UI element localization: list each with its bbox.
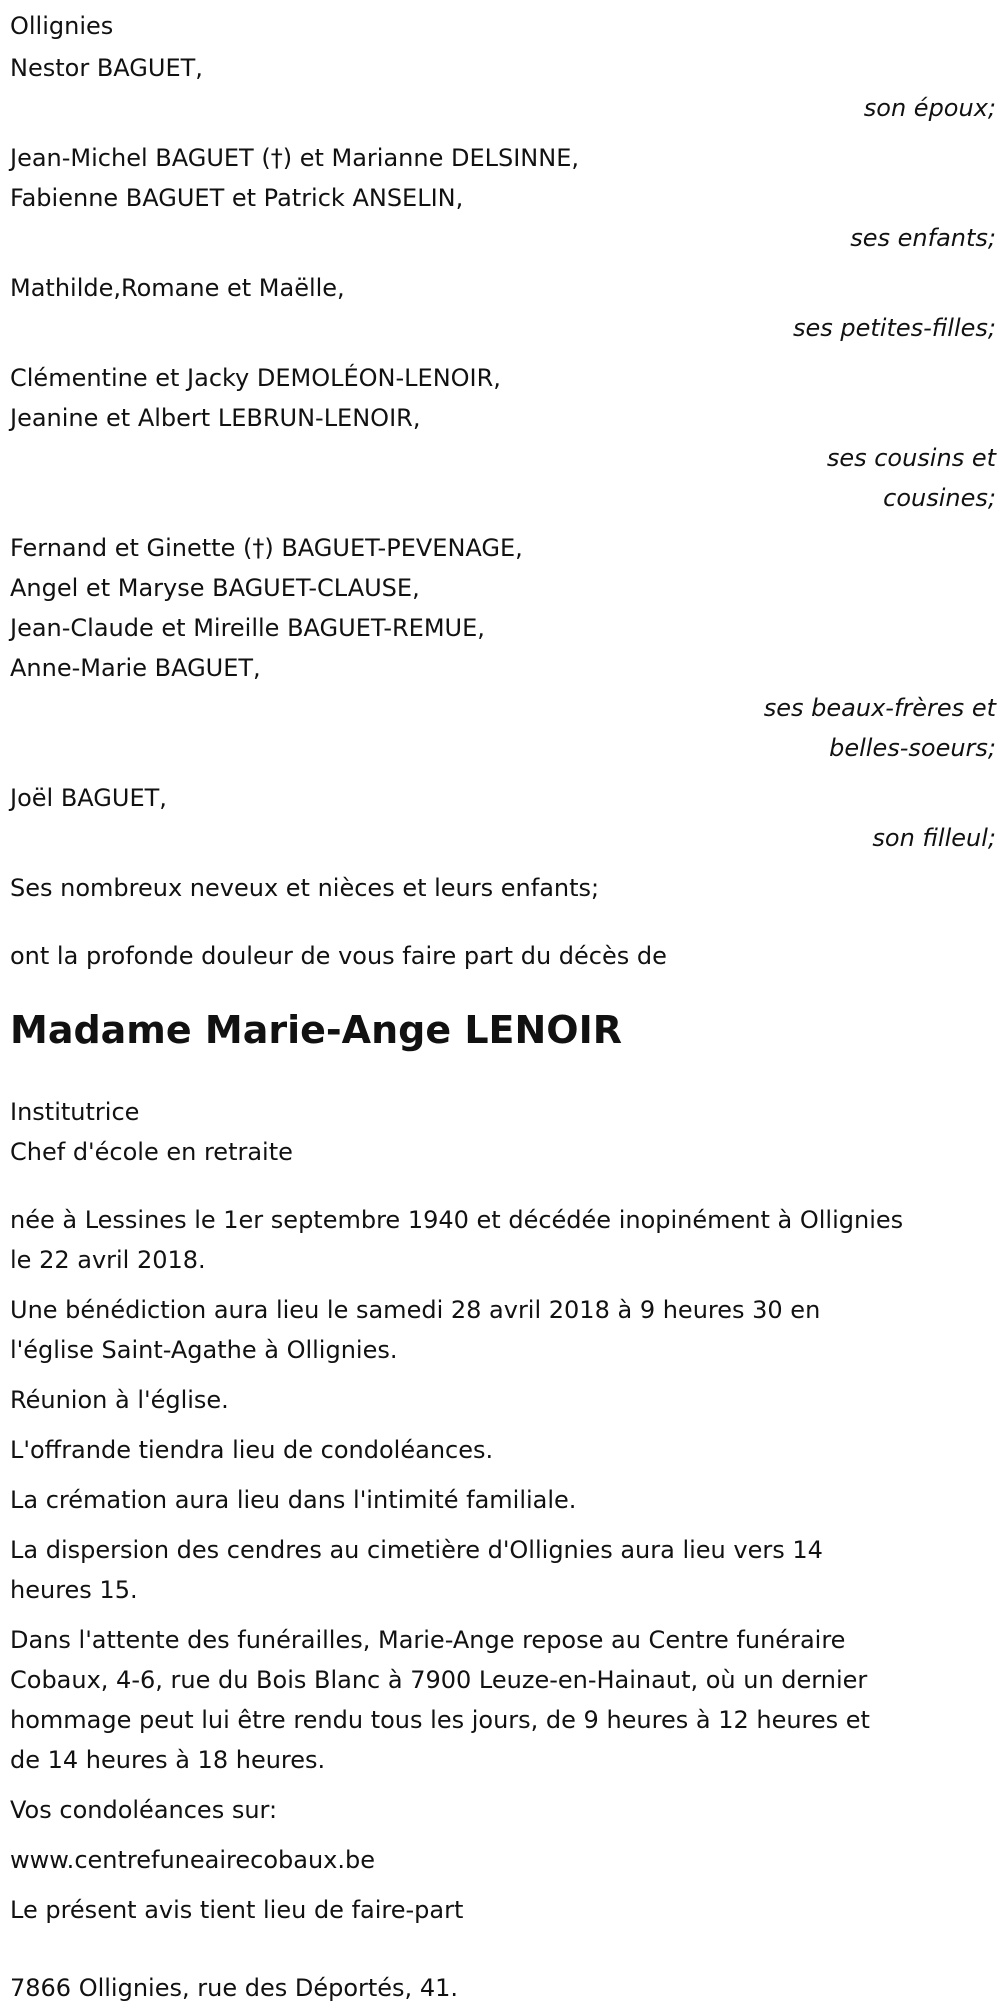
text-line: heures 15. [10,1576,138,1604]
text-line: Dans l'attente des funérailles, Marie-Ange repose au Centre funéraire [10,1626,846,1654]
deceased-occupation: Chef d'école en retraite [10,1138,293,1166]
blessing-paragraph [10,1290,1000,1370]
family-group-in-laws [10,528,996,768]
text-line: La crémation aura lieu dans l'intimité familiale. [10,1486,577,1514]
family-member-name: Anne-Marie BAGUET, [10,654,261,682]
home-address: 7866 Ollignies, rue des Déportés, 41. [10,1974,458,2002]
other-relatives: Ses nombreux neveux et nièces et leurs enfants; [10,874,600,902]
family-role [10,438,996,518]
family-member-name: Mathilde,Romane et Maëlle, [10,274,345,302]
text-line: Vos condoléances sur: [10,1796,278,1824]
family-member-name: Angel et Maryse BAGUET-CLAUSE, [10,574,420,602]
family-group-children [10,138,996,258]
family-member-name: Clémentine et Jacky DEMOLÉON-LENOIR, [10,364,501,392]
spacer [10,908,996,936]
family-role [10,88,996,128]
notice-paragraph [10,1890,1000,1930]
family-role [10,218,996,258]
family-role [10,308,996,348]
announcement-text: ont la profonde douleur de vous faire part du décès de [10,942,667,970]
family-role-line: belles-soeurs; [829,734,996,762]
text-line: L'offrande tiendra lieu de condoléances. [10,1436,494,1464]
spacer [10,1172,996,1200]
spacer [10,1940,996,1968]
family-role-line: ses beaux-frères et [763,694,996,722]
family-member-name: Jean-Michel BAGUET (†) et Marianne DELSINNE, [10,144,580,172]
text-line: l'église Saint-Agathe à Ollignies. [10,1336,398,1364]
text-line: Réunion à l'église. [10,1386,229,1414]
family-group-godson [10,778,996,858]
family-role-line: ses cousins et [826,444,996,472]
family-member-name: Fernand et Ginette (†) BAGUET-PEVENAGE, [10,534,523,562]
family-group-spouse [10,48,996,128]
text-line: La dispersion des cendres au cimetière d'Ollignies aura lieu vers 14 [10,1536,823,1564]
family-member-name: Fabienne BAGUET et Patrick ANSELIN, [10,184,464,212]
offering-paragraph [10,1430,1000,1470]
deceased-occupation: Institutrice [10,1098,140,1126]
text-line: Cobaux, 4-6, rue du Bois Blanc à 7900 Leuze-en-Hainaut, où un dernier [10,1666,868,1694]
cremation-paragraph [10,1480,1000,1520]
family-role-line: ses petites-filles; [792,314,996,342]
family-member-name: Joël BAGUET, [10,784,167,812]
website-link[interactable]: www.centrefuneairecobaux.be [10,1846,375,1874]
family-role-line: cousines; [883,484,996,512]
condolences-label-paragraph [10,1790,1000,1830]
viewing-paragraph [10,1620,1000,1780]
deceased-name: Madame Marie-Ange LENOIR [10,1008,623,1052]
text-line: de 14 heures à 18 heures. [10,1746,326,1774]
family-role-line: son filleul; [872,824,996,852]
birth-death-paragraph [10,1200,1000,1280]
text-line: hommage peut lui être rendu tous les jours, de 9 heures à 12 heures et [10,1706,870,1734]
obituary-content [10,6,996,2008]
family-member-name: Jean-Claude et Mireille BAGUET-REMUE, [10,614,485,642]
text-line: le 22 avril 2018. [10,1246,206,1274]
family-member-name: Nestor BAGUET, [10,54,203,82]
text-line: Une bénédiction aura lieu le samedi 28 avril 2018 à 9 heures 30 en [10,1296,821,1324]
family-role [10,818,996,858]
ashes-paragraph [10,1530,1000,1610]
family-role-line: son époux; [863,94,996,122]
text-line: Le présent avis tient lieu de faire-part [10,1896,464,1924]
family-role [10,688,996,768]
website-paragraph [10,1840,1000,1880]
meeting-paragraph [10,1380,1000,1420]
family-role-line: ses enfants; [850,224,996,252]
family-group-granddaughters [10,268,996,348]
text-line: née à Lessines le 1er septembre 1940 et décédée inopinément à Ollignies [10,1206,904,1234]
family-group-cousins [10,358,996,518]
locality-heading: Ollignies [10,12,114,40]
family-member-name: Jeanine et Albert LEBRUN-LENOIR, [10,404,421,432]
